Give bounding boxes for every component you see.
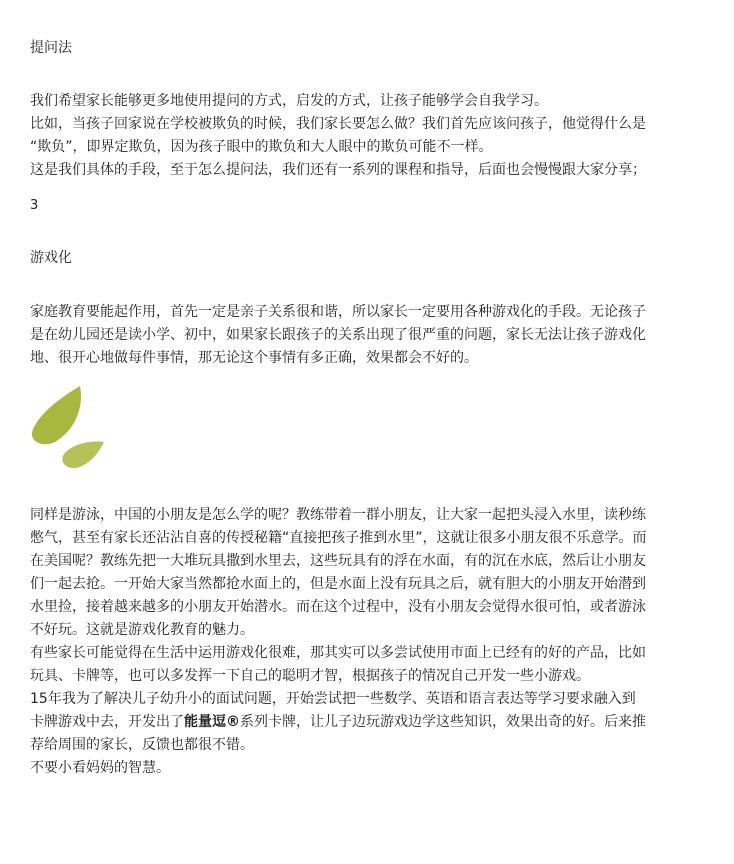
paragraph-line: 玩具、卡牌等，也可以多发挥一下自己的聪明才智，根据孩子的情况自己开发一些小游戏。	[30, 668, 590, 684]
paragraph-line: 们一起去抢。一开始大家当然都抢水面上的，但是水面上没有玩具之后，就有胆大的小朋友开始潜到	[30, 576, 646, 592]
large-leaf	[32, 386, 81, 444]
paragraph-line: 不要小看妈妈的智慧。	[30, 760, 170, 776]
paragraph-line: 我们希望家长能够更多地使用提问的方式，启发的方式，让孩子能够学会自我学习。	[30, 93, 548, 109]
paragraph-line: 在美国呢？教练先把一大堆玩具撒到水里去，这些玩具有的浮在水面，有的沉在水底，然后让小朋友	[30, 553, 646, 569]
paragraph-line: 地、很开心地做每件事情，那无论这个事情有多正确，效果都会不好的。	[30, 350, 478, 366]
paragraph-line: 15年我为了解决儿子幼升小的面试问题，开始尝试把一些数学、英语和语言表达等学习要求融入到	[30, 691, 636, 707]
section-questioning-body	[30, 90, 650, 182]
paragraph-line: 同样是游泳，中国的小朋友是怎么学的呢？教练带着一群小朋友，让大家一起把头浸入水里，读秒练	[30, 507, 646, 523]
section-number: 3	[30, 198, 39, 213]
brand-name: 能量逗®	[184, 714, 240, 730]
section-title-questioning: 提问法	[30, 40, 72, 56]
paragraph-line: 比如，当孩子回家说在学校被欺负的时候，我们家长要怎么做？我们首先应该问孩子，他觉得什么是	[30, 116, 646, 132]
paragraph-line: 不好玩。这就是游戏化教育的魅力。	[30, 622, 254, 638]
paragraph-line: 有些家长可能觉得在生活中运用游戏化很难，那其实可以多尝试使用市面上已经有的好的产品，比如	[30, 645, 646, 661]
paragraph-line: “欺负”，即界定欺负，因为孩子眼中的欺负和大人眼中的欺负可能不一样。	[30, 139, 493, 155]
paragraph-line: 是在幼儿园还是读小学、初中，如果家长跟孩子的关系出现了很严重的问题，家长无法让孩子游戏化	[30, 327, 646, 343]
paragraph-line: 这是我们具体的手段，至于怎么提问法，我们还有一系列的课程和指导，后面也会慢慢跟大家分享；	[30, 162, 646, 178]
small-leaf	[62, 442, 104, 469]
paragraph-line: 水里捡，接着越来越多的小朋友开始潜水。而在这个过程中，没有小朋友会觉得水很可怕，或者游泳	[30, 599, 646, 615]
brand-line-after: 系列卡牌，让儿子边玩游戏边学这些知识，效果出奇的好。后来推	[240, 714, 646, 730]
paragraph-line: 荐给周围的家长，反馈也都很不错。	[30, 737, 254, 753]
section-swimming-body	[30, 504, 650, 780]
paragraph-line-brand	[30, 711, 650, 734]
section-title-gamification: 游戏化	[30, 250, 72, 266]
section-gamification-body	[30, 301, 650, 370]
leaf-logo-icon	[30, 384, 106, 470]
paragraph-line: 家庭教育要能起作用，首先一定是亲子关系很和谐，所以家长一定要用各种游戏化的手段。无论孩子	[30, 304, 646, 320]
paragraph-line: 憋气，甚至有家长还沾沾自喜的传授秘籍“直接把孩子推到水里”，这就让很多小朋友很不乐意学。而	[30, 530, 647, 546]
brand-line-before: 卡牌游戏中去，开发出了	[30, 714, 184, 730]
